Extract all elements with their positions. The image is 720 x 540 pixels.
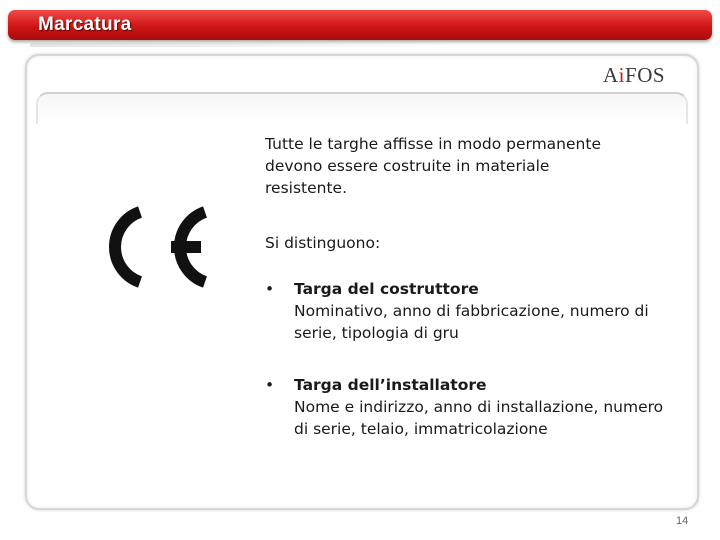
- logo-text-a: A: [603, 63, 619, 87]
- list-item-body: [294, 374, 664, 440]
- bullet: •: [265, 280, 275, 298]
- title-shadow: [30, 43, 460, 47]
- title-bar: [8, 10, 712, 40]
- logo-text-i: i: [618, 63, 626, 87]
- list-intro: Si distinguono:: [265, 234, 381, 252]
- logo-text-fos: FOS: [625, 63, 666, 87]
- ce-marking-icon: [88, 198, 218, 388]
- page-number: 14: [676, 515, 689, 527]
- bullet: •: [265, 376, 275, 394]
- list-item-description: Nome e indirizzo, anno di installazione, numero di serie, telaio, immatricolazione: [294, 398, 664, 438]
- slide-body: [265, 133, 675, 438]
- list-item-description: Nominativo, anno di fabbricazione, numero di serie, tipologia di gru: [294, 302, 649, 342]
- ce-letters: [115, 212, 205, 282]
- list-item-title: Targa del costruttore: [294, 280, 479, 298]
- list-item-title: Targa dell’installatore: [294, 376, 487, 394]
- ce-reflection: [115, 310, 205, 380]
- slide-title: Marcatura: [38, 14, 132, 35]
- list-item-body: [294, 278, 664, 344]
- header-divider: [36, 92, 688, 124]
- aifos-logo: [603, 62, 665, 88]
- intro-paragraph: Tutte le targhe affisse in modo permanente devono essere costruite in materiale resistente.: [265, 135, 601, 197]
